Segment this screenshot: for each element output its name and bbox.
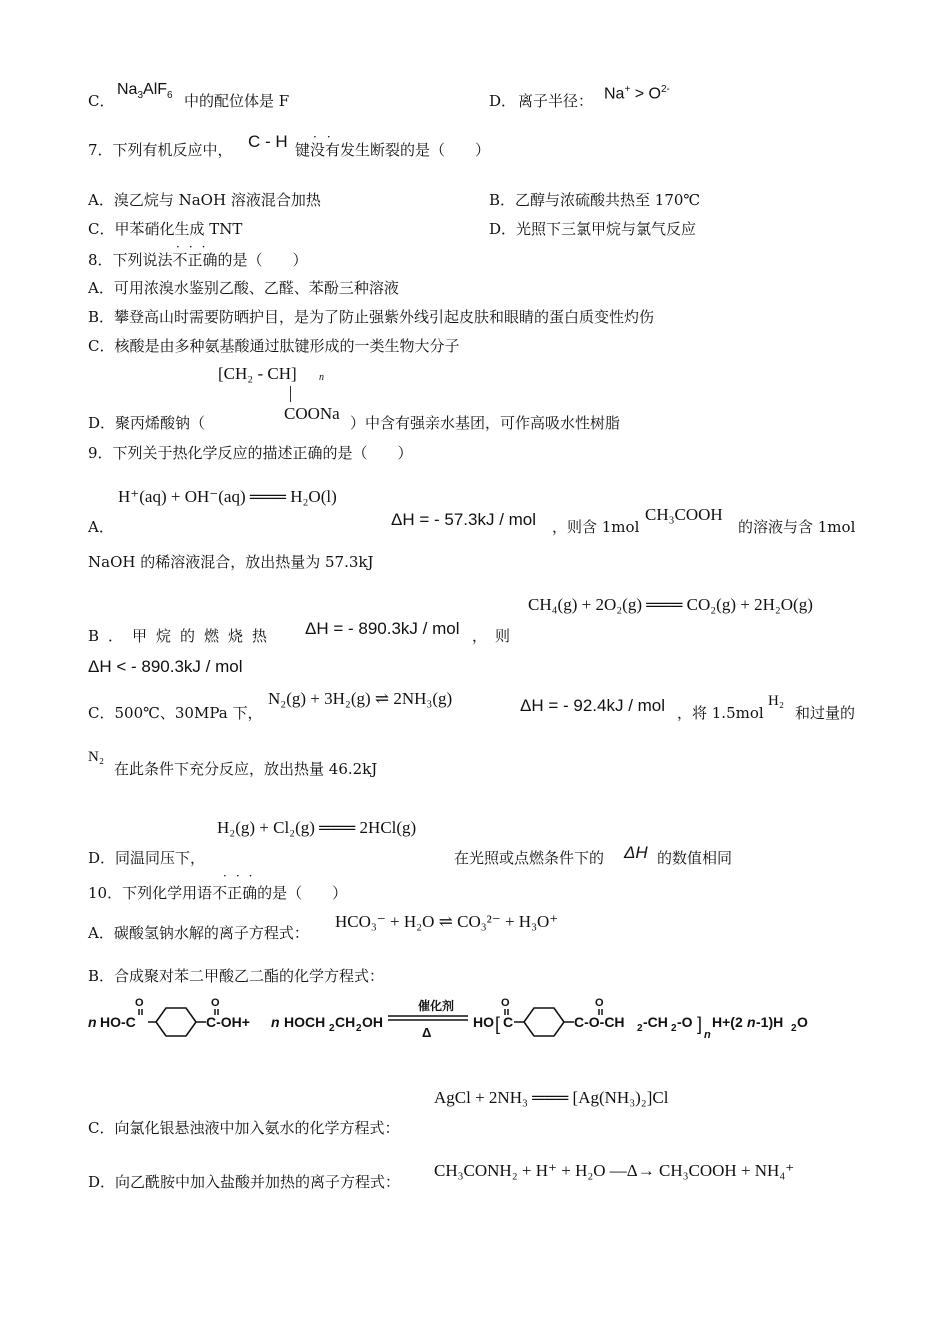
svg-text:O: O — [211, 997, 220, 1009]
pet-synthesis-equation — [88, 990, 863, 1045]
q6-c-formula: $Na_3AlF_6$ — [117, 81, 173, 102]
q9-d-text1: D．同温同压下， — [88, 849, 206, 867]
q7-option-c: C．甲苯硝化生成 TNT — [88, 220, 243, 238]
q9-d-enthalpy: ΔH — [624, 843, 648, 862]
q7-stem-post: 键没有发生断裂的是（ ） — [295, 141, 491, 159]
q8-option-b: B．攀登高山时需要防晒护目，是为了防止强紫外线引起皮肤和眼睛的蛋白质变性灼伤 — [88, 308, 655, 326]
q6-option-c-text: 中的配位体是 F — [184, 92, 290, 110]
q9-a-text3: NaOH 的稀溶液混合，放出热量为 57.3kJ — [88, 553, 374, 571]
q6-option-d-label: D． — [489, 92, 517, 110]
q10-a-text: A．碳酸氢钠水解的离子方程式： — [88, 924, 309, 942]
q9-b-then: ，则 — [472, 627, 519, 645]
polymer-n: n — [319, 372, 324, 383]
q9-stem: 9．下列关于热化学反应的描述正确的是（ ） — [88, 444, 413, 462]
q10-d-equation: CH₃CONH₂ + H⁺ + H₂O —Δ→ CH₃COOH + NH₄⁺ — [434, 1161, 795, 1180]
svg-text:n: n — [704, 1029, 711, 1041]
svg-text:2: 2 — [637, 1023, 643, 1034]
svg-text:HO: HO — [473, 1014, 494, 1030]
q7-option-d: D．光照下三氯甲烷与氯气反应 — [489, 220, 697, 238]
svg-text:-1)H: -1)H — [756, 1014, 784, 1030]
svg-text:2: 2 — [329, 1023, 335, 1034]
heat-label: Δ — [422, 1025, 432, 1040]
svg-text:O: O — [135, 997, 144, 1009]
polymer-backbone: [CH₂ - CH] — [218, 364, 297, 383]
svg-text:[: [ — [495, 1014, 501, 1034]
q9-c-text2: ，将 1.5mol — [677, 704, 764, 722]
q10-a-equation: HCO₃⁻ + H₂O ⇌ CO₃²⁻ + H₃O⁺ — [335, 912, 559, 931]
svg-text:C-OH+: C-OH+ — [206, 1014, 250, 1030]
emphasis-dots: ·· — [313, 130, 341, 144]
q9-a-label: A． — [88, 518, 114, 536]
q9-c-h2: H₂ — [768, 693, 785, 709]
q7-option-b: B．乙醇与浓硫酸共热至 170℃ — [489, 191, 701, 209]
q9-c-enthalpy: ΔH = - 92.4kJ / mol — [520, 696, 666, 715]
svg-text:2: 2 — [356, 1023, 362, 1034]
q9-d-text2: 在光照或点燃条件下的 — [454, 849, 605, 867]
q10-d-text: D．向乙酰胺中加入盐酸并加热的离子方程式： — [88, 1173, 401, 1191]
q6-d-formula: $Na^+ > O^{2-}$ — [604, 84, 670, 103]
emphasis-dots: ··· — [223, 869, 262, 883]
q8-stem: 8．下列说法不正确的是（ ） — [88, 251, 308, 269]
q9-b-equation: CH₄(g) + 2O₂(g) ═══ CO₂(g) + 2H₂O(g) — [528, 595, 813, 614]
q6-option-c-label: C． — [88, 92, 115, 110]
svg-text:CH: CH — [335, 1014, 356, 1030]
q8-option-d-pre: D．聚丙烯酸钠（ — [88, 414, 206, 432]
emphasis-dots: ··· — [176, 240, 215, 254]
q9-d-equation: H₂(g) + Cl₂(g) ═══ 2HCl(g) — [217, 818, 417, 837]
svg-text:O: O — [501, 997, 510, 1009]
q7-bond: C - H — [248, 132, 288, 151]
q9-b-enthalpy: ΔH = - 890.3kJ / mol — [305, 619, 460, 638]
q10-b-text: B．合成聚对苯二甲酸乙二酯的化学方程式： — [88, 967, 385, 985]
q9-a-enthalpy: ΔH = - 57.3kJ / mol — [391, 510, 537, 529]
svg-text:OH: OH — [362, 1014, 383, 1030]
svg-text:O: O — [595, 997, 604, 1009]
q7-option-a: A．溴乙烷与 NaOH 溶液混合加热 — [88, 191, 321, 209]
q9-c-text3: 和过量的 — [795, 704, 856, 722]
svg-text:]: ] — [697, 1014, 703, 1034]
svg-text:HOCH: HOCH — [284, 1014, 326, 1030]
q6-option-d-text: 离子半径： — [518, 92, 594, 110]
svg-text:O: O — [797, 1014, 808, 1030]
q9-b-text: B．甲烷的燃烧热 — [88, 627, 277, 645]
svg-text:2: 2 — [791, 1023, 797, 1034]
benzene-ring-icon — [156, 1008, 196, 1036]
svg-text:n: n — [747, 1014, 756, 1030]
svg-text:-O: -O — [677, 1014, 693, 1030]
q9-c-equation: N₂(g) + 3H₂(g) ⇌ 2NH₃(g) — [268, 689, 453, 708]
svg-text:n: n — [271, 1014, 280, 1030]
q9-b-enthalpy2: ΔH < - 890.3kJ / mol — [88, 657, 243, 676]
q9-a-acetic-acid: CH₃COOH — [645, 505, 723, 524]
catalyst-label: 催化剂 — [418, 999, 455, 1013]
q9-a-text1: ，则含 1mol — [552, 518, 640, 536]
svg-text:C: C — [503, 1014, 514, 1030]
polymer-bond-line — [290, 386, 291, 402]
q9-a-equation: H⁺(aq) + OH⁻(aq) ═══ H₂O(l) — [118, 487, 337, 506]
q8-option-d-post: ）中含有强亲水基团，可作高吸水性树脂 — [350, 414, 621, 432]
q10-stem: 10．下列化学用语不正确的是（ ） — [88, 884, 348, 902]
q9-a-text2: 的溶液与含 1mol — [738, 518, 856, 536]
q9-c-n2: N₂ — [88, 749, 105, 765]
svg-text:-CH: -CH — [643, 1014, 668, 1030]
benzene-ring-icon — [524, 1008, 564, 1036]
polymer-side-group: COONa — [284, 404, 340, 423]
svg-text:H+(2: H+(2 — [712, 1014, 743, 1030]
q8-option-a: A．可用浓溴水鉴别乙酸、乙醛、苯酚三种溶液 — [88, 279, 399, 297]
svg-text:C-O-CH: C-O-CH — [574, 1014, 625, 1030]
q10-c-text: C．向氯化银悬浊液中加入氨水的化学方程式： — [88, 1119, 400, 1137]
q9-c-text4: 在此条件下充分反应，放出热量 46.2kJ — [114, 760, 378, 778]
q9-d-text3: 的数值相同 — [657, 849, 733, 867]
q9-c-text1: C．500℃、30MPa 下， — [88, 704, 263, 722]
q7-stem-pre: 7．下列有机反应中， — [88, 141, 233, 159]
svg-text:HO-C: HO-C — [100, 1014, 136, 1030]
q10-c-equation: AgCl + 2NH₃ ═══ [Ag(NH₃)₂]Cl — [434, 1088, 669, 1107]
coef-n: n — [88, 1014, 97, 1030]
svg-text:2: 2 — [671, 1023, 677, 1034]
q8-option-c: C．核酸是由多种氨基酸通过肽键形成的一类生物大分子 — [88, 337, 460, 355]
